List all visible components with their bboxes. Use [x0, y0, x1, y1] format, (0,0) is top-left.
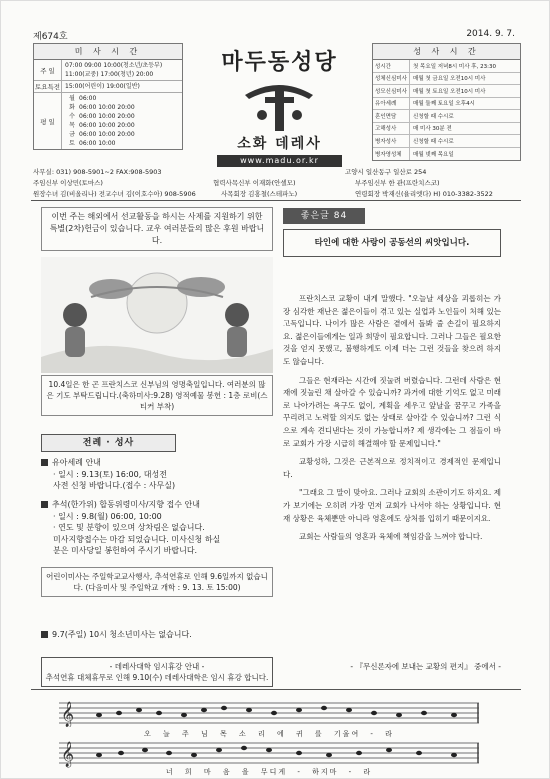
sacrament-row	[373, 98, 520, 111]
essay-paragraph: 교회는 사람들의 영혼과 육체에 책임감을 느껴야 합니다.	[299, 532, 483, 542]
essay-paragraph: 교황성하, 그것은 근본적으로 정치적이고 경제적인 문제입니다.	[283, 457, 501, 479]
chuseok-line: 미사지향접수는 마감 되었습니다. 미사신청 하실	[53, 534, 221, 544]
sacrament-value: 신청할 때 수시로	[413, 138, 454, 145]
sunday-label: 주 일	[34, 60, 62, 80]
weekday-day: 토	[69, 140, 75, 147]
chuseok-illustration-icon	[41, 257, 273, 373]
council-president: 사목회장 김홍철(스테파노)	[221, 190, 298, 198]
chuseok-line: · 연도 및 분향이 있으며 상차림은 없습니다.	[53, 523, 205, 532]
sisters-info: 원장수녀 김(비올리나) 전교수녀 김(이호수아) 908-5906	[33, 190, 196, 198]
deputy-priest: 부주임신부 한 관(프란치스코)	[355, 179, 440, 187]
essay-source: - 『무신론자에 보내는 교황의 편지』 중에서 -	[350, 662, 501, 671]
sacrament-row	[373, 60, 520, 73]
weekday-label: 평 일	[34, 93, 62, 149]
issue-date: 2014. 9. 7.	[466, 29, 515, 39]
youth-mass-text: 9.7(주일) 10시 청소년미사는 없습니다.	[52, 630, 192, 639]
weekday-times: 06:00 10:00 20:00	[79, 122, 135, 129]
youth-mass-notice	[41, 629, 273, 641]
website-link[interactable]: www.madu.or.kr	[217, 155, 342, 167]
saturday-label: 토요특전	[34, 83, 61, 91]
parish-subtitle: 소화 데레사	[237, 136, 322, 152]
issue-number: 제674호	[33, 32, 68, 42]
sacrament-label: 성모신심미사	[373, 85, 410, 97]
assistant-priest: 협력사목신부 이재화(안셀모)	[213, 179, 296, 187]
contact-line-1	[33, 167, 523, 176]
chuseok-line: 분은 미사당일 봉헌하여 주시기 바랍니다.	[53, 546, 198, 555]
weekday-day: 목	[69, 122, 75, 129]
header-divider	[31, 200, 521, 201]
closure-body: 추석연휴 대체휴무로 인해 9.10(수) 데레사대학은 임시 휴강 합니다.	[45, 673, 269, 682]
svg-text:𝄞: 𝄞	[61, 702, 75, 727]
weekday-row	[34, 93, 182, 149]
sacrament-label: 유아세례	[373, 98, 410, 110]
sacrament-label: 성체신심미사	[373, 73, 410, 85]
pastor-name: 주임신부 이상민(토마스)	[33, 179, 103, 187]
sacrament-row	[373, 135, 520, 148]
closure-notice	[41, 657, 273, 687]
chuseok-line: · 일시 : 9.8(월) 06:00, 10:00	[53, 511, 162, 521]
weekday-day: 금	[69, 131, 75, 138]
sacrament-label: 병자영성체	[373, 148, 410, 161]
sacrament-value: 매월 넷째 목요일	[413, 151, 454, 158]
svg-text:𝄞: 𝄞	[61, 742, 75, 767]
sacrament-row	[373, 73, 520, 86]
sacrament-value: 첫 목요일 저녁8시 미사 후, 23:30	[413, 63, 496, 70]
chuseok-notice	[41, 499, 273, 557]
sacrament-value: 매월 첫 토요일 오전10시 미사	[413, 88, 486, 95]
sacrament-label: 병자성사	[373, 135, 410, 147]
special-collection-notice: 이번 주는 해외에서 선교활동을 하시는 사제를 지원하기 위한 특별(2차)헌금이 있습니다. 교우 여러분들의 많은 후원 바랍니다.	[41, 207, 273, 251]
feast-day-notice: 10.4일은 한 곤 프란치스코 신부님의 영명축일입니다. 여러분의 많은 기도 부탁드립니다.(축하미사:9.28) 영적예물 봉헌 : 1층 로비(스티커 부착)	[41, 375, 273, 416]
bullet-icon	[41, 501, 48, 508]
funeral-committee: 연령회장 박재신(율리엣다) H) 010-3382-3522	[355, 190, 493, 198]
music-divider	[31, 689, 521, 690]
saturday-row	[34, 81, 182, 93]
weekday-times: 06:00 10:00	[79, 140, 116, 147]
music-lyrics-line1: 오 늘 주 님 목 소 리 에 귀 를 기울여 - 라	[144, 730, 394, 738]
essay-paragraph: 프란치스코 교황이 내게 말했다. "오늘날 세상을 괴롭히는 가장 심각한 재난은 젊은이들이 겪고 있는 실업과 노인들이 처해 있는 고독입니다. 나이가 많은 사람은 곁에서 돌봐 줄 손길이 필요하지요. 젊은이들에게는 일과 희망이 필요합니다. 그러나 그들은 필요한 것을 얻지 못했고, 불행하게도 이제 더는 그런 것들을 찾으려 하지도 않습니다.	[283, 294, 501, 366]
parish-logo-icon	[239, 77, 319, 133]
parish-address: 고양시 일산동구 일산로 254	[345, 168, 427, 176]
sacrament-row	[373, 148, 520, 161]
saturday-times: 15:00(어린이) 19:00(일반)	[65, 83, 140, 90]
sacrament-label: 고해성사	[373, 123, 410, 135]
weekday-day: 월	[69, 95, 75, 102]
sacrament-value: 매월 둘째 토요일 오후4시	[413, 101, 475, 108]
closure-title: - 데레사대학 임시휴강 안내 -	[109, 662, 205, 671]
music-staff-icon	[59, 697, 479, 727]
sunday-times-line1: 07:00 09:00 10:00(청소년/초등부)	[65, 62, 163, 69]
sunday-row	[34, 60, 182, 81]
contact-line-2	[33, 178, 523, 187]
music-lyrics-line2: 너 희 마 음 을 무디게 - 하지마 - 라	[165, 768, 373, 776]
bullet-icon	[41, 631, 48, 638]
baptism-notice	[41, 457, 273, 492]
sacrament-times-table	[372, 43, 521, 161]
column-title: 타인에 대한 사랑이 공동선의 씨앗입니다.	[283, 229, 501, 257]
essay-paragraph: 그들은 현재라는 시간에 짓눌려 버렸습니다. 그런데 사람은 현재에 짓눌린 채 살아갈 수 있습니까? 과거에 대한 기억도 없고 미래로 나아가려는 욕구도 없이, 계획을 세우고 앞날을 꿈꾸고 가족을 꾸리려고 노력할 의지도 없는 상태로 살아갈 수 있습니까? 그런 식으로 계속 견디낸다는 것이 가능합니까? 제 생각에는 그 점들이 바로 교회가 가장 시급히 해결해야 할 문제입니다."	[283, 375, 501, 448]
music-staff-icon	[59, 739, 479, 769]
liturgy-section-title: 전례 · 성사	[41, 434, 176, 452]
baptism-line: · 일시 : 9.13(토) 16:00, 대성전	[53, 469, 167, 479]
kids-mass-notice: 어린이미사는 주일학교교사행사, 추석연휴로 인해 9.6일까지 없습니다. (다음미사 및 주일학교 개학 : 9. 13. 토 15:00)	[41, 567, 273, 597]
sacrament-row	[373, 123, 520, 136]
parish-title: 마두동성당	[221, 50, 338, 75]
sacrament-label: 성시간	[373, 60, 410, 72]
baptism-line: 사전 신청 바랍니다.(접수 : 사무실)	[53, 481, 176, 490]
contact-line-3	[33, 189, 523, 198]
weekday-times: 06:00 10:00 20:00	[79, 104, 135, 111]
sacrament-value: 매 미사 30분 전	[413, 126, 452, 133]
weekday-day: 화	[69, 104, 75, 111]
essay-paragraph: "그래요 그 말이 맞아요. 그러나 교회의 소관이기도 하지요. 제가 보기에는 오히려 가장 먼저 교회가 나서야 하는 상황입니다. 현재 상황은 육체뿐만 아니라 영혼에도 상처를 입히기 때문이지요.	[283, 488, 501, 523]
weekday-day: 수	[69, 113, 75, 120]
office-phone: 사무실: 031) 908-5901~2 FAX:908-5903	[33, 168, 162, 176]
bullet-icon	[41, 459, 48, 466]
sacrament-value: 신청할 때 수시로	[413, 113, 454, 120]
essay-body	[283, 293, 501, 544]
sacrament-label: 혼인면담	[373, 110, 410, 122]
sacrament-row	[373, 110, 520, 123]
chuseok-title: 추석(한가위) 합동위령미사/지향 접수 안내	[52, 500, 200, 509]
column-label: 좋은글 84	[283, 208, 365, 224]
mass-times-title: 미 사 시 간	[34, 44, 182, 60]
sacrament-value: 매월 첫 금요일 오전10시 미사	[413, 76, 486, 83]
weekday-times: 06:00 10:00 20:00	[79, 131, 135, 138]
mass-times-table	[33, 43, 183, 150]
sacrament-times-title: 성 사 시 간	[373, 44, 520, 60]
sunday-times-line2: 11:00(교중) 17:00(청년) 20:00	[65, 71, 154, 78]
weekday-times: 06:00	[79, 95, 97, 102]
weekday-times: 06:00 10:00 20:00	[79, 113, 135, 120]
baptism-title: 유아세례 안내	[52, 458, 101, 467]
sacrament-row	[373, 85, 520, 98]
